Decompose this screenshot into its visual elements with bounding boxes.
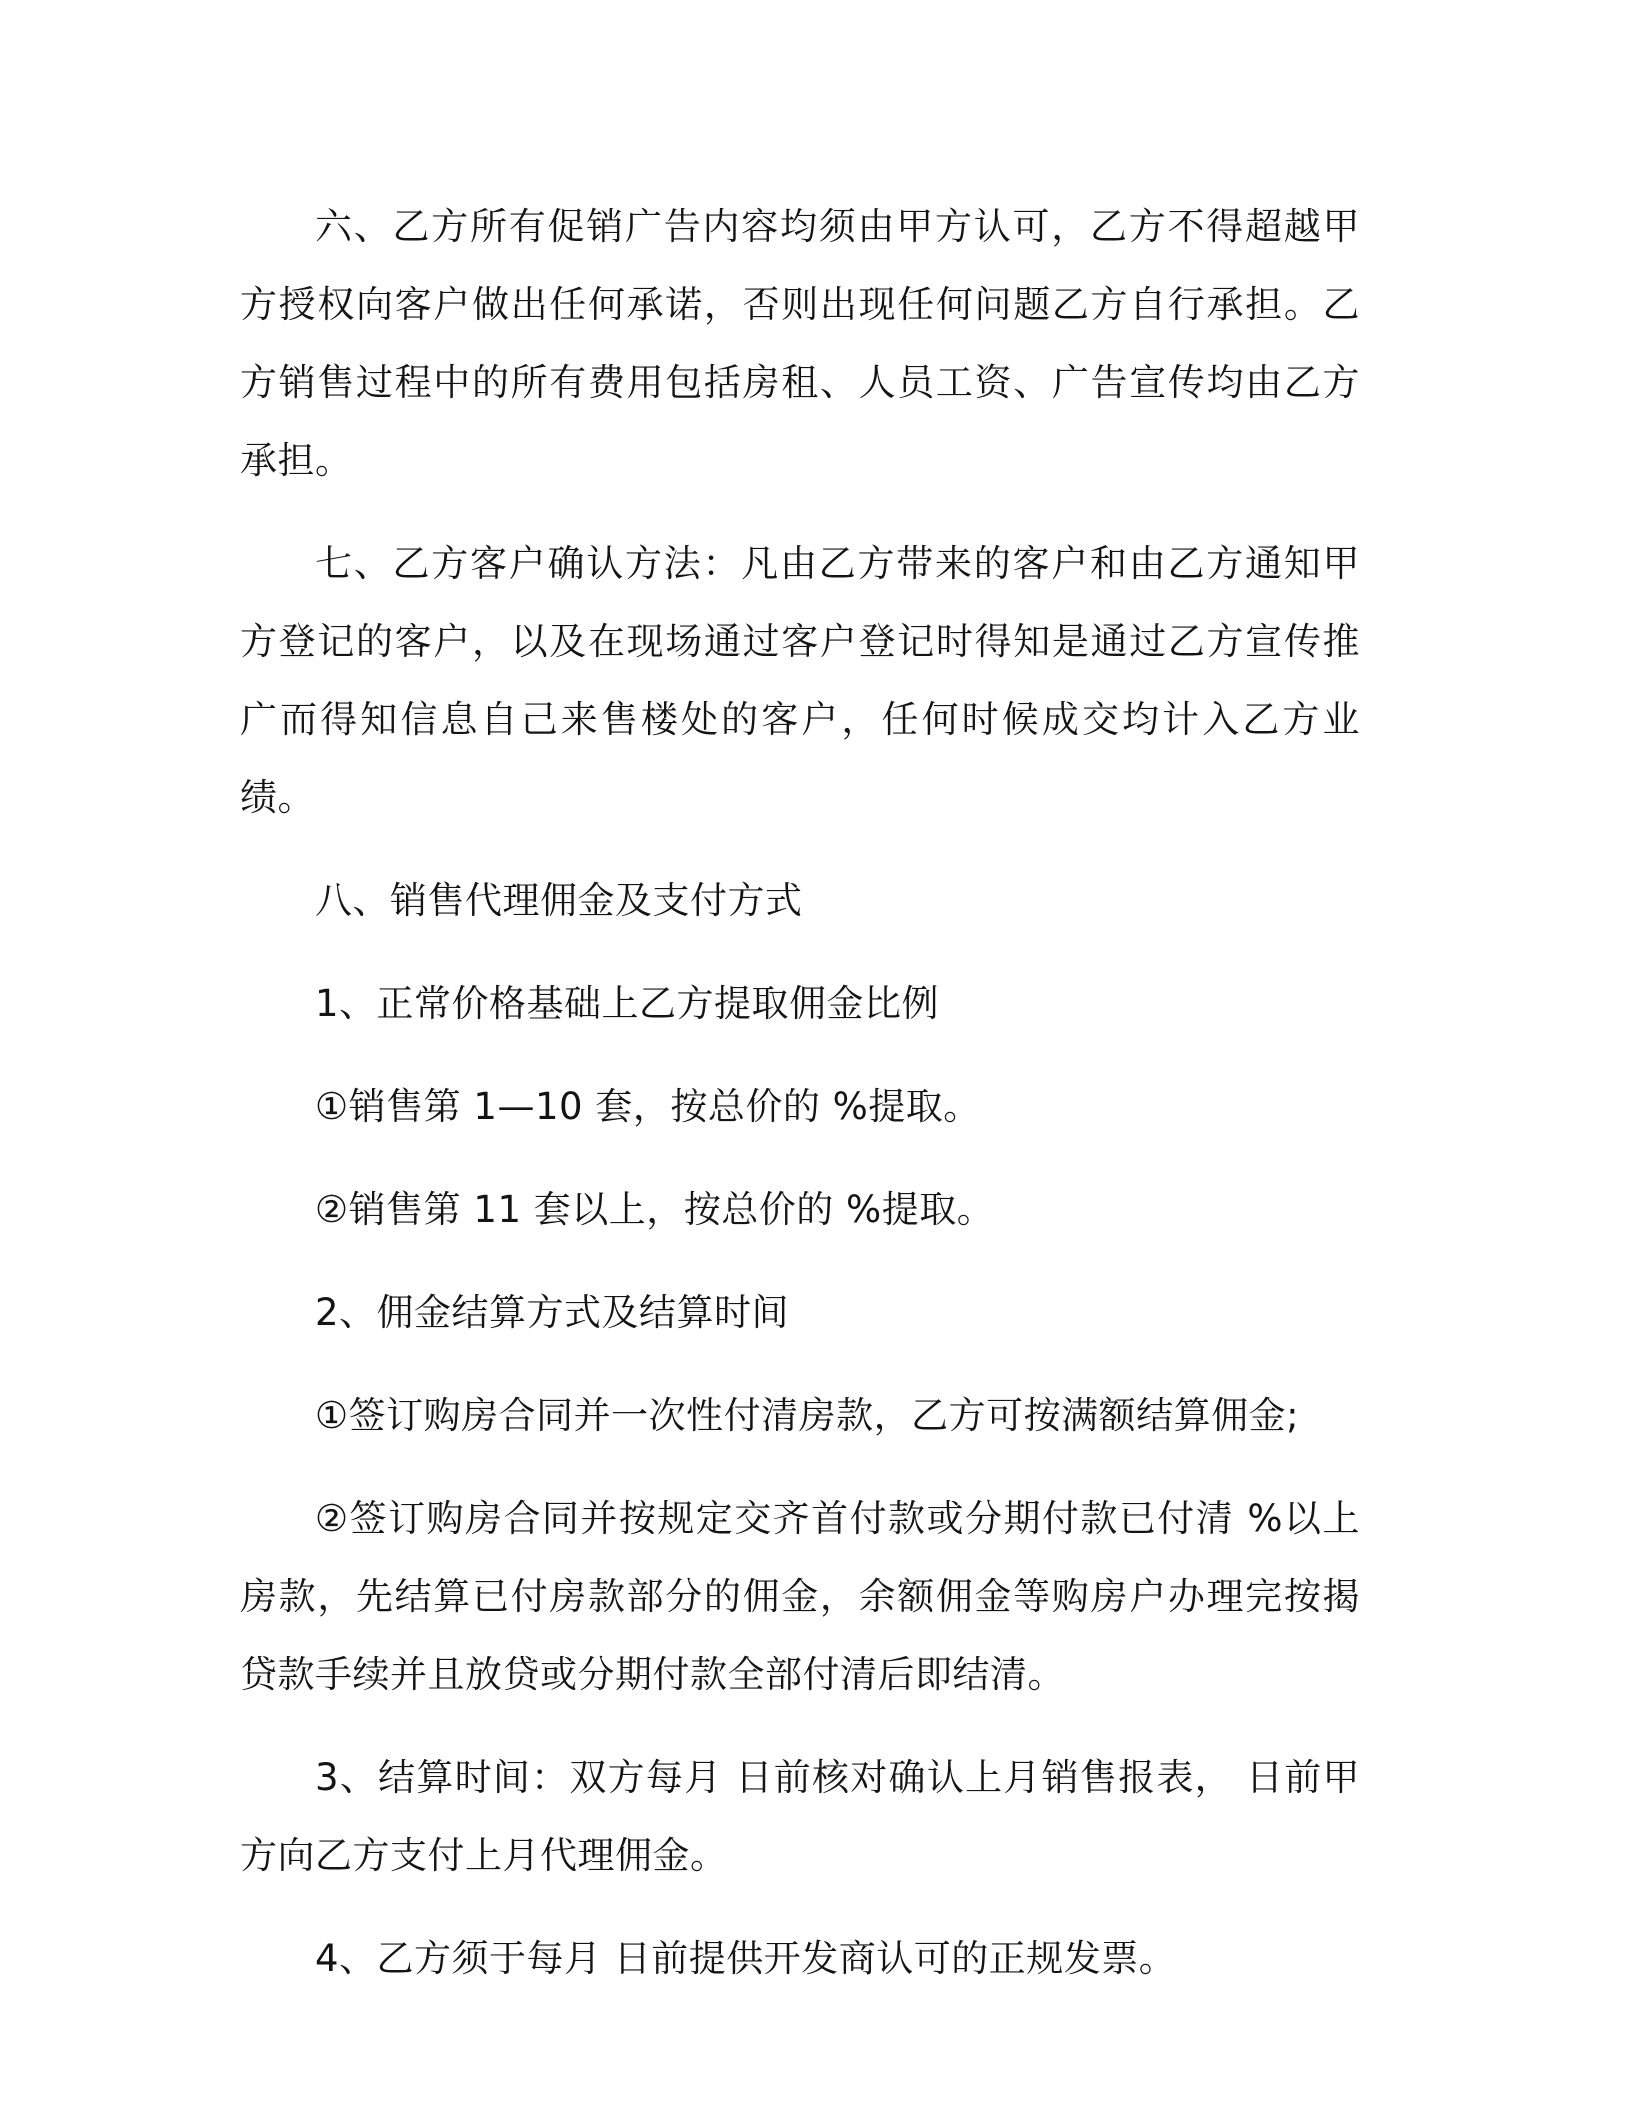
subclause-2-item-1: ①签订购房合同并一次性付清房款，乙方可按满额结算佣金; [315,1394,1300,1437]
subclause-3-paragraph: 3、结算时间：双方每月 日前核对确认上月销售报表， 日前甲方向乙方支付上月代理佣金。 [240,1756,1360,1877]
subclause-2-item-2: ②签订购房合同并按规定交齐首付款或分期付款已付清 %以上房款，先结算已付房款部分的佣金，余额佣金等购房户办理完按揭贷款手续并且放贷或分期付款全部付清后即结清。 [240,1497,1360,1696]
clause-7-paragraph: 七、乙方客户确认方法：凡由乙方带来的客户和由乙方通知甲方登记的客户，以及在现场通过客户登记时得知是通过乙方宣传推广而得知信息自己来售楼处的客户，任何时候成交均计入乙方业绩。 [240,542,1360,819]
subclause-1-item-1: ①销售第 1—10 套，按总价的 %提取。 [315,1085,981,1128]
clause-8-heading: 八、销售代理佣金及支付方式 [315,879,803,922]
clause-6-paragraph: 六、乙方所有促销广告内容均须由甲方认可，乙方不得超越甲方授权向客户做出任何承诺，否则出现任何问题乙方自行承担。乙方销售过程中的所有费用包括房租、人员工资、广告宣传均由乙方承担。 [240,205,1360,482]
subclause-1-item-2: ②销售第 11 套以上，按总价的 %提取。 [315,1188,995,1231]
document-body [240,188,1360,1998]
subclause-1-heading: 1、正常价格基础上乙方提取佣金比例 [315,982,940,1025]
subclause-2-heading: 2、佣金结算方式及结算时间 [315,1291,790,1334]
subclause-4-paragraph: 4、乙方须于每月 日前提供开发商认可的正规发票。 [315,1937,1177,1980]
